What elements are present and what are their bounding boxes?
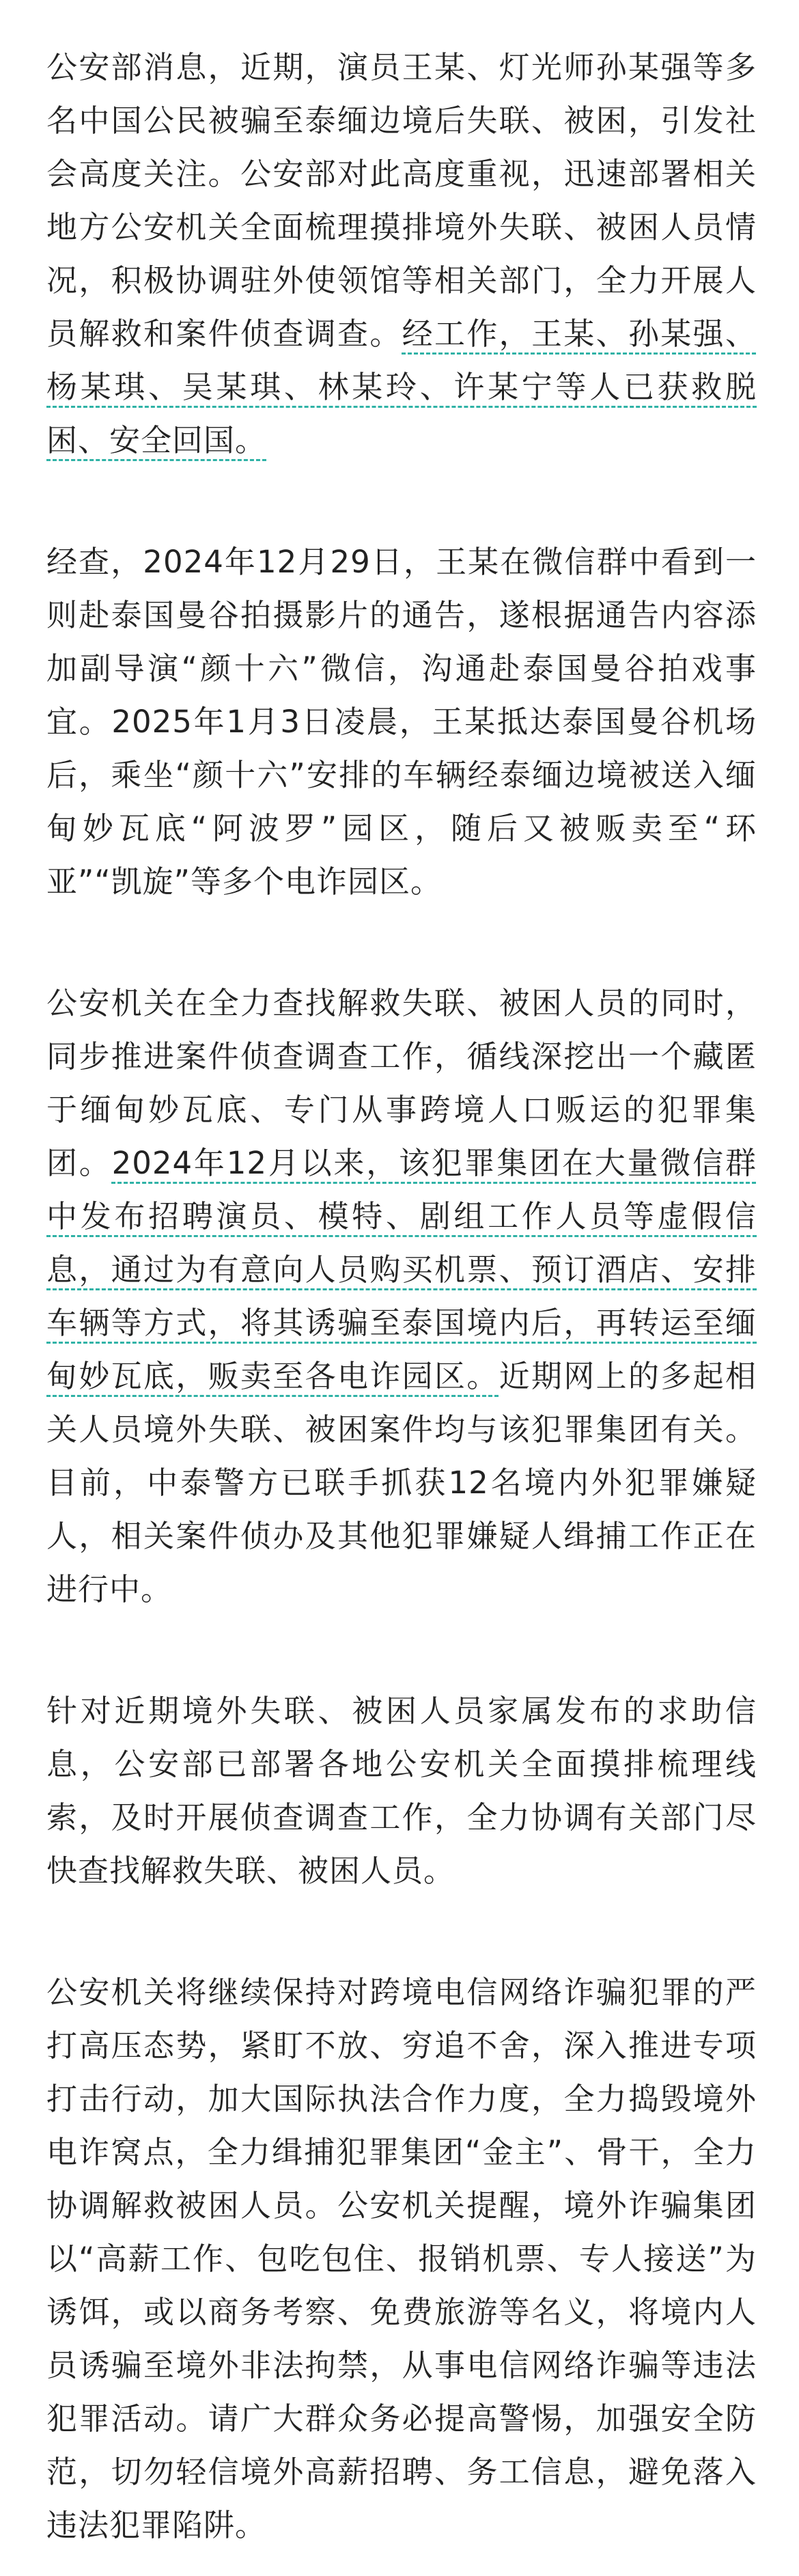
paragraph-3 bbox=[46, 977, 757, 1616]
paragraph-4 bbox=[46, 1685, 757, 1898]
article-body bbox=[46, 41, 757, 2552]
paragraph-5 bbox=[46, 1966, 757, 2552]
highlighted-phrase[interactable]: 2024年12月以来，该犯罪集团在大量微信群中发布招聘演员、模特、剧组工作人员等虚假信息，通过为有意向人员购买机票、预订酒店、安排车辆等方式，将其诱骗至泰国境内后，再转运至缅甸妙瓦底，贩卖至各电诈园区。 bbox=[46, 1145, 757, 1394]
highlighted-phrase[interactable]: 经工作，王某、孙某强、杨某琪、吴某琪、林某玲、许某宁等人已获救脱困、安全回国。 bbox=[46, 316, 757, 458]
paragraph-2-text: 经查，2024年12月29日，王某在微信群中看到一则赴泰国曼谷拍摄影片的通告，遂根据通告内容添加副导演“颜十六”微信，沟通赴泰国曼谷拍戏事宜。2025年1月3日凌晨，王某抵达泰国曼谷机场后，乘坐“颜十六”安排的车辆经泰缅边境被送入缅甸妙瓦底“阿波罗”园区，随后又被贩卖至“环亚”“凯旋”等多个电诈园区。 bbox=[46, 544, 757, 900]
paragraph-1-text: 公安部消息，近期，演员王某、灯光师孙某强等多名中国公民被骗至泰缅边境后失联、被困，引发社会高度关注。公安部对此高度重视，迅速部署相关地方公安机关全面梳理摸排境外失联、被困人员情况，积极协调驻外使领馆等相关部门，全力开展人员解救和案件侦查调查。 bbox=[46, 49, 757, 352]
paragraph-3-text-end: 近期网上的多起相关人员境外失联、被困案件均与该犯罪集团有关。目前，中泰警方已联手抓获12名境内外犯罪嫌疑人，相关案件侦办及其他犯罪嫌疑人缉捕工作正在进行中。 bbox=[46, 1358, 757, 1607]
paragraph-4-text: 针对近期境外失联、被困人员家属发布的求助信息，公安部已部署各地公安机关全面摸排梳理线索，及时开展侦查调查工作，全力协调有关部门尽快查找解救失联、被困人员。 bbox=[46, 1693, 757, 1889]
paragraph-5-text: 公安机关将继续保持对跨境电信网络诈骗犯罪的严打高压态势，紧盯不放、穷追不舍，深入推进专项打击行动，加大国际执法合作力度，全力捣毁境外电诈窝点，全力缉捕犯罪集团“金主”、骨干，全力协调解救被困人员。公安机关提醒，境外诈骗集团以“高薪工作、包吃包住、报销机票、专人接送”为诱饵，或以商务考察、免费旅游等名义，将境内人员诱骗至境外非法拘禁，从事电信网络诈骗等违法犯罪活动。请广大群众务必提高警惕，加强安全防范，切勿轻信境外高薪招聘、务工信息，避免落入违法犯罪陷阱。 bbox=[46, 1974, 757, 2543]
paragraph-2 bbox=[46, 536, 757, 909]
paragraph-1 bbox=[46, 41, 757, 467]
paragraph-3-text-start: 公安机关在全力查找解救失联、被困人员的同时，同步推进案件侦查调查工作，循线深挖出一个藏匿于缅甸妙瓦底、专门从事跨境人口贩运的犯罪集团。 bbox=[46, 985, 757, 1181]
